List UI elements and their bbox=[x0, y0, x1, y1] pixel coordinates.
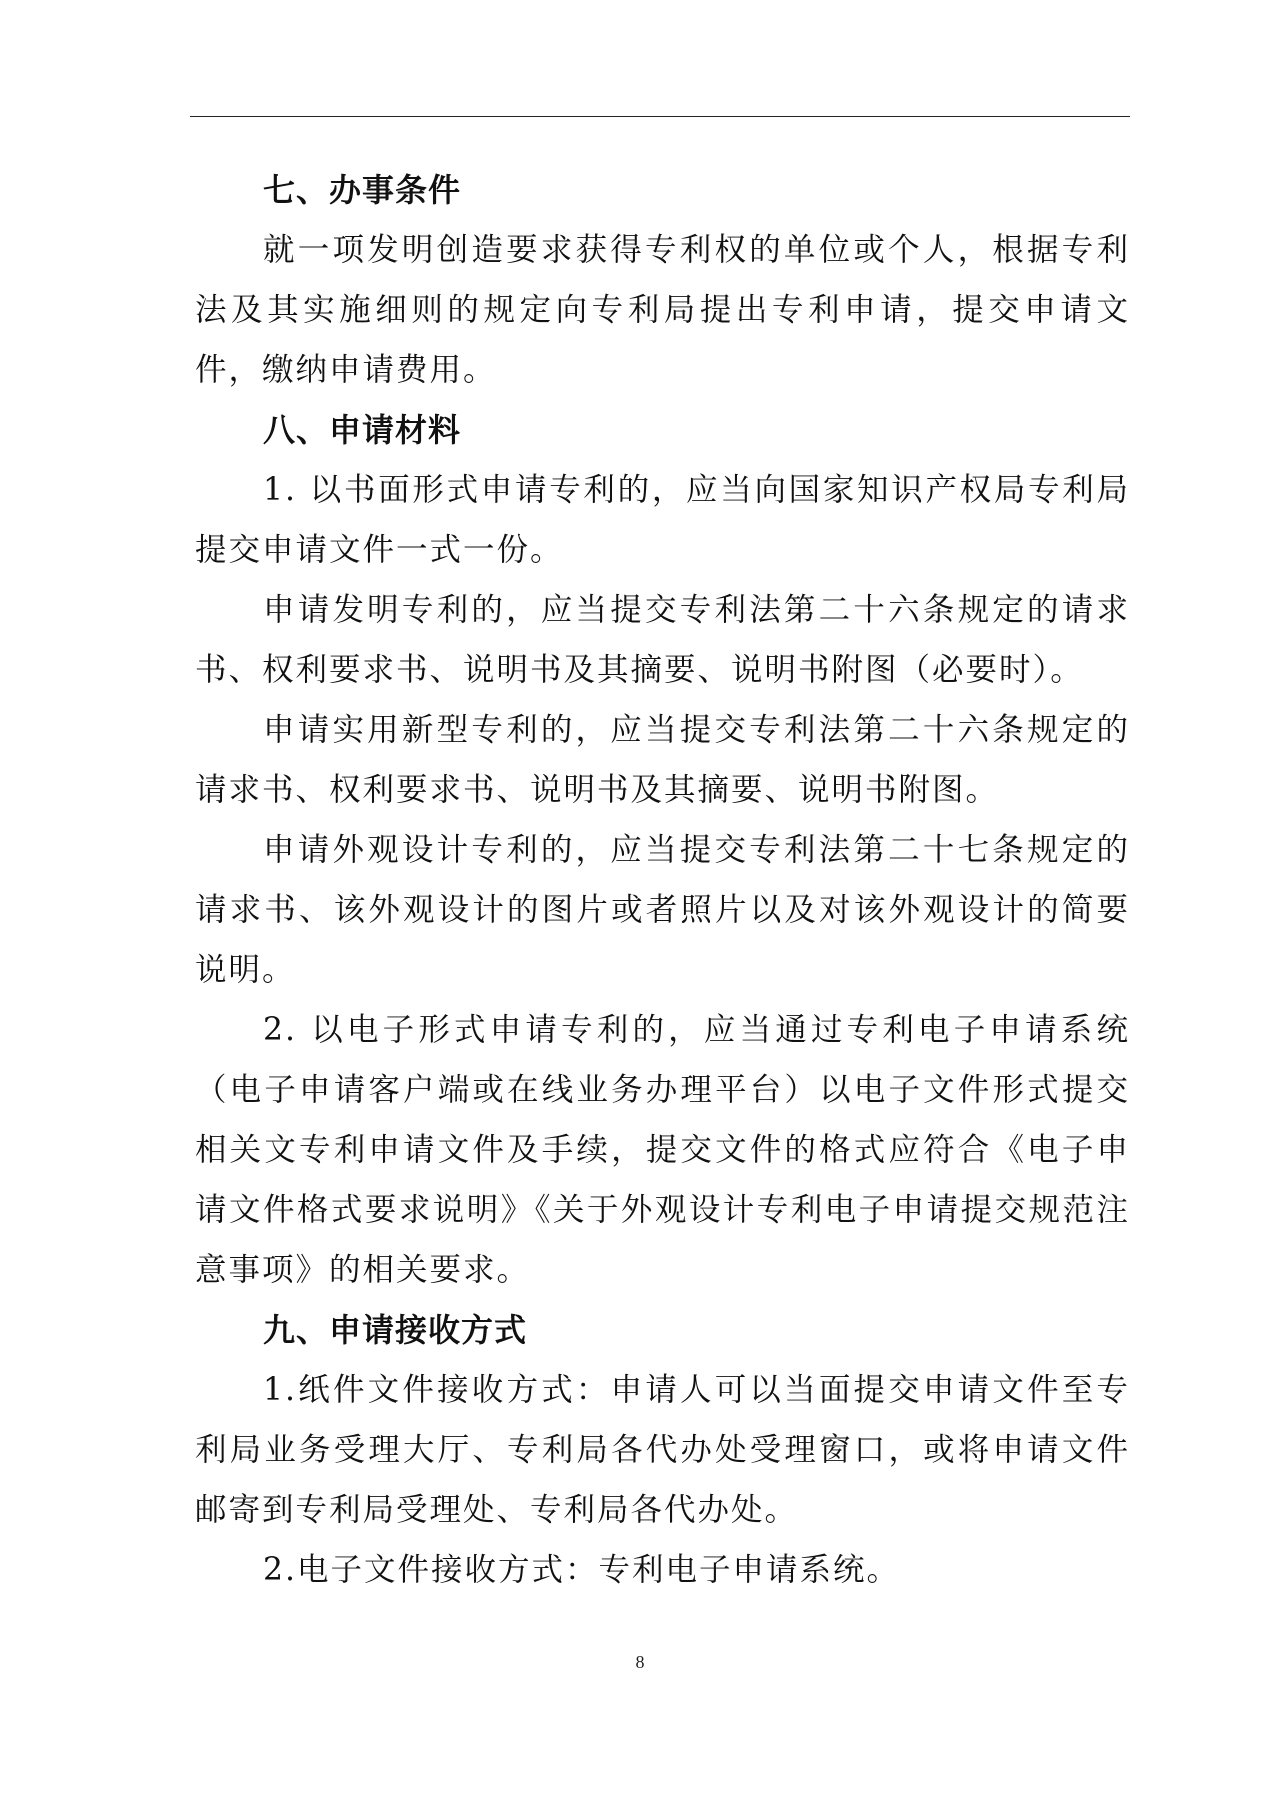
paragraph: 申请发明专利的，应当提交专利法第二十六条规定的请求书、权利要求书、说明书及其摘要、说明书附图（必要时）。 bbox=[195, 592, 1130, 688]
section-heading-receiving-methods: 九、申请接收方式 bbox=[263, 1311, 528, 1349]
paragraph: 2. 以电子形式申请专利的，应当通过专利电子申请系统（电子申请客户端或在线业务办理平台）以电子文件形式提交相关文专利申请文件及手续，提交文件的格式应符合《电子申请文件格式要求说明》《关于外观设计专利电子申请提交规范注意事项》的相关要求。 bbox=[195, 1012, 1130, 1288]
paragraph: 1.纸件文件接收方式：申请人可以当面提交申请文件至专利局业务受理大厅、专利局各代办处受理窗口，或将申请文件邮寄到专利局受理处、专利局各代办处。 bbox=[195, 1372, 1130, 1528]
paragraph: 申请实用新型专利的，应当提交专利法第二十六条规定的请求书、权利要求书、说明书及其摘要、说明书附图。 bbox=[195, 712, 1130, 808]
paragraph: 2.电子文件接收方式：专利电子申请系统。 bbox=[263, 1552, 901, 1588]
paragraph: 申请外观设计专利的，应当提交专利法第二十七条规定的请求书、该外观设计的图片或者照片以及对该外观设计的简要说明。 bbox=[195, 832, 1130, 988]
paragraph: 1. 以书面形式申请专利的，应当向国家知识产权局专利局提交申请文件一式一份。 bbox=[195, 472, 1130, 568]
page-number: 8 bbox=[635, 1652, 645, 1672]
paragraph: 就一项发明创造要求获得专利权的单位或个人，根据专利法及其实施细则的规定向专利局提出专利申请，提交申请文件，缴纳申请费用。 bbox=[195, 232, 1130, 388]
header-rule bbox=[190, 116, 1130, 117]
section-heading-materials: 八、申请材料 bbox=[263, 411, 462, 449]
section-heading-conditions: 七、办事条件 bbox=[263, 171, 462, 209]
page-content bbox=[195, 160, 1130, 1600]
